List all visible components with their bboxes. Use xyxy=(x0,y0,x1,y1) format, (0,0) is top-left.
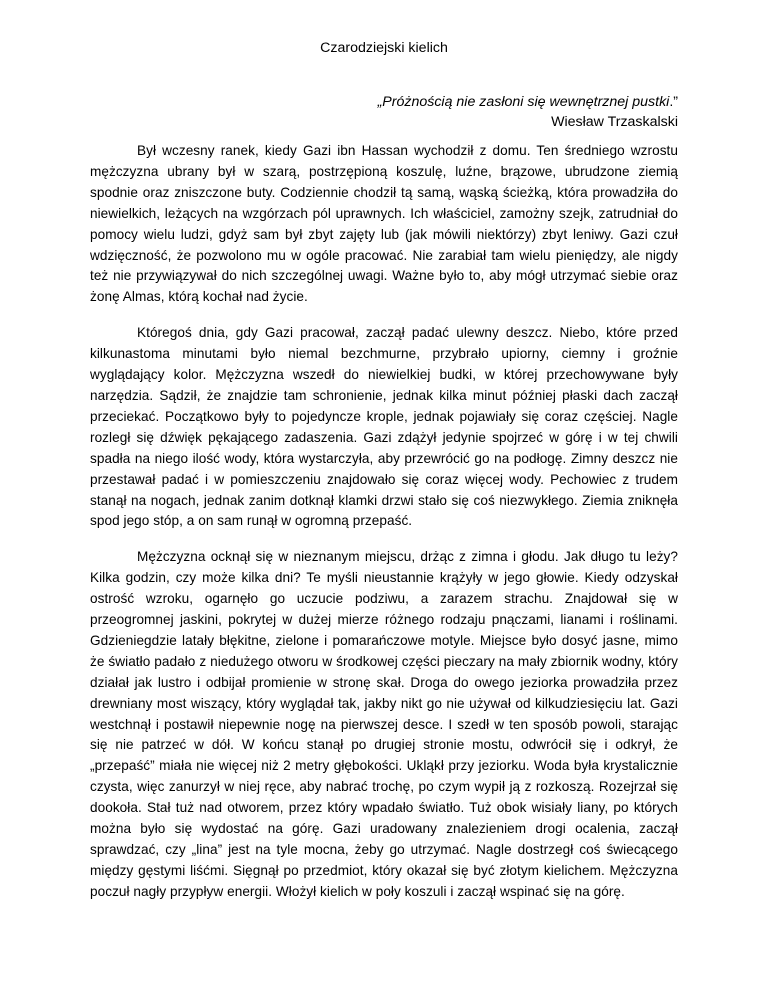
epigraph-author: Wiesław Trzaskalski xyxy=(551,114,678,130)
paragraph: Któregoś dnia, gdy Gazi pracował, zaczął padać ulewny deszcz. Niebo, które przed kilkunastoma minutami było niemal bezchmurne, przybrało upiorny, ciemny i groźnie wyglądający kolor. Mężczyzna wszedł do niewielkiej budki, w której przechowywane były narzędzia. Sądził, że znajdzie tam schronienie, jednak kilka minut później płaski dach zaczął przeciekać. Początkowo były to pojedyncze krople, jednak pojawiały się coraz częściej. Nagle rozległ się dźwięk pękającego zadaszenia. Gazi zdążył jedynie spojrzeć w górę i w tej chwili spadła na niego ilość wody, która wystarczyła, aby przewrócić go na podłogę. Zimny deszcz nie przestawał padać i w pomieszczeniu znajdowało się coraz więcej wody. Pechowiec z trudem stanął na nogach, jednak zanim dotknął klamki drzwi stało się coś niezwykłego. Ziemia zniknęła spod jego stóp, a on sam runął w ogromną przepaść. xyxy=(90,325,678,529)
epigraph-quote-line xyxy=(378,92,678,112)
document-title: Czarodziejski kielich xyxy=(320,40,448,56)
paragraph: Mężczyzna ocknął się w nieznanym miejscu, drżąc z zimna i głodu. Jak długo tu leży? Kilka godzin, czy może kilka dni? Te myśli nieustannie krążyły w jego głowie. Kiedy odzyskał ostrość wzroku, ogarnęło go uczucie podziwu, a zarazem strachu. Znajdował się w przeogromnej jaskini, pokrytej w dużej mierze różnego rodzaju pnączami, lianami i roślinami. Gdzieniegdzie latały błękitne, zielone i pomarańczowe motyle. Miejsce było dosyć jasne, mimo że światło padało z niedużego otworu w środkowej części pieczary na mały zbiornik wodny, który działał jak lustro i odbijał promienie w stronę skał. Droga do owego jeziorka prowadziła przez drewniany most wiszący, który wyglądał tak, jakby nikt go nie używał od kilkudziesięciu lat. Gazi westchnął i postawił niepewnie nogę na pierwszej desce. I szedł w ten sposób powoli, starając się nie patrzeć w dół. W końcu stanął po drugiej stronie mostu, odwrócił się i odkrył, że „przepaść” miała nie więcej niż 2 metry głębokości. Ukląkł przy jeziorku. Woda była krystalicznie czysta, więc zanurzył w niej ręce, aby nabrać trochę, po czym wypił ją z rozkoszą. Rozejrzał się dookoła. Stał tuż nad otworem, przez który wpadało światło. Tuż obok wisiały liany, po których można było się wydostać na górę. Gazi uradowany znalezieniem drogi ocalenia, zaczął sprawdzać, czy „lina” jest na tyle mocna, żeby go utrzymać. Nagle dostrzegł coś świecącego między gęstymi liśćmi. Sięgnął po przedmiot, który okazał się być złotym kielichem. Mężczyzna poczuł nagły przypływ energii. Włożył kielich w poły koszuli i zaczął wspinać się na górę. xyxy=(90,549,678,899)
document-body xyxy=(90,141,678,918)
epigraph xyxy=(378,92,678,132)
paragraph: Był wczesny ranek, kiedy Gazi ibn Hassan wychodził z domu. Ten średniego wzrostu mężczyzna ubrany był w szarą, postrzępioną koszulę, luźne, brązowe, ubrudzone ziemią spodnie oraz zniszczone buty. Codziennie chodził tą samą, wąską ścieżką, która prowadziła do niewielkich, leżących na wzgórzach pól uprawnych. Ich właściciel, zamożny szejk, zatrudniał do pomocy wielu ludzi, gdyż sam był zbyt zajęty lub (jak mówili niektórzy) zbyt leniwy. Gazi czuł wdzięczność, że pozwolono mu w ogóle pracować. Nie zarabiał tam wielu pieniędzy, ale nigdy też nie przywiązywał do nich szczególnej uwagi. Ważne było to, aby mógł utrzymać siebie oraz żonę Almas, którą kochał nad życie. xyxy=(90,143,678,305)
epigraph-quote-end: .” xyxy=(669,94,678,110)
epigraph-quote: „Próżnością nie zasłoni się wewnętrznej pustki xyxy=(377,94,670,110)
